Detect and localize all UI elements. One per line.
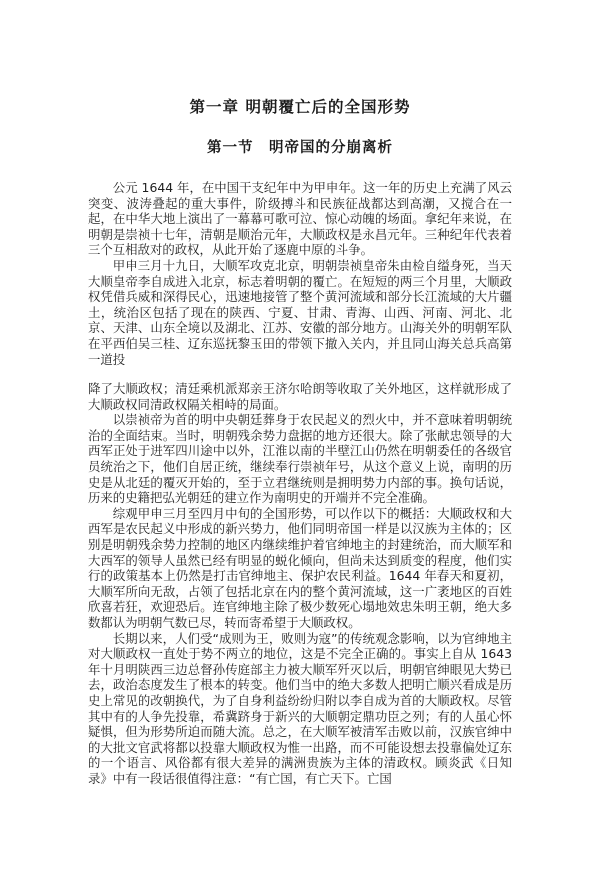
paragraph-2-part-a: 甲申三月十九日，大顺军攻克北京，明朝崇祯皇帝朱由检自缢身死，当天大顺皇帝李自成进入北京，标志着明朝的覆亡。在短短的两三个月里，大顺政权凭借兵威和深得民心，迅速地接管了整个黄河流域和部分长江流域的大片疆土，统治区包括了现在的陕西、宁夏、甘肃、青海、山西、河南、河北、北京、天津、山东全境以及湖北、江苏、安徽的部分地方。山海关外的明朝军队在平西伯吴三桂、辽东巡抚黎玉田的带领下撤入关内，并且同山海关总兵高第一道投 <box>88 257 512 367</box>
paragraph-gap <box>88 367 512 381</box>
chapter-title: 第一章 明朝覆亡后的全国形势 <box>189 98 411 116</box>
section-title: 第一节 明帝国的分崩离析 <box>207 140 393 157</box>
paragraph-3: 以崇祯帝为首的明中央朝廷葬身于农民起义的烈火中，并不意味着明朝统治的全面结束。当时，明朝残余势力盘据的地方还很大。除了张献忠领导的大西军正处于进军四川途中以外，江淮以南的半壁江山仍然在明朝委任的各级官员统治之下，他们自居正统，继续奉行崇祯年号，从这个意义上说，南明的历史是从北廷的覆灭开始的，至于立君继统则是拥明势力内部的事。换句话说，历来的史籍把弘光朝廷的建立作为南明史的开端并不完全准确。 <box>88 412 512 506</box>
paragraph-4: 综观甲申三月至四月中旬的全国形势，可以作以下的概括：大顺政权和大西军是农民起义中形成的新兴势力，他们同明帝国一样是以汉族为主体的；区别是明朝残余势力控制的地区内继续维护着官绅地主的封建统治，而大顺军和大西军的领导人虽然已经有明显的蜕化倾向，但尚未达到质变的程度，他们实行的政策基本上仍然是打击官绅地主、保护农民利益。1644 年春天和夏初，大顺军所向无敌，占领了包括北京在内的整个黄河流域，这一广袤地区的百姓欣喜若狂，欢迎恐后。连官绅地主除了极少数死心塌地效忠朱明王朝，绝大多数都认为明朝气数已尽，转而寄希望于大顺政权。 <box>88 505 512 631</box>
paragraph-5: 长期以来，人们受“成则为王，败则为寇”的传统观念影响，以为官绅地主对大顺政权一直处于势不两立的地位，这是不完全正确的。事实上自从 1643 年十月明陕西三边总督孙传庭部主力被大顺军歼灭以后，明朝官绅眼见大势已去，政治态度发生了根本的转变。他们当中的绝大多数人把明亡顺兴看成是历史上常见的改朝换代，为了自身利益纷纷归附以李自成为首的大顺政权。尽管其中有的人争先投靠，希冀跻身于新兴的大顺朝定鼎功臣之列；有的人虽心怀疑惧，但为形势所迫而随大流。总之，在大顺军被清军击败以前，汉族官绅中的大批文官武将都以投靠大顺政权为惟一出路，而不可能设想去投靠偏处辽东的一个语言、风俗都有很大差异的满洲贵族为主体的清政权。顾炎武《日知录》中有一段话很值得注意：“有亡国，有亡天下。亡国 <box>88 630 512 786</box>
paragraph-2-part-b: 降了大顺政权；清廷乘机派郑亲王济尔哈朗等收取了关外地区，这样就形成了大顺政权同清政权隔关相峙的局面。 <box>88 381 512 412</box>
paragraph-1: 公元 1644 年，在中国干支纪年中为甲申年。这一年的历史上充满了风云突变、波涛叠起的重大事件，阶级搏斗和民族征战都达到高潮，又搅合在一起，在中华大地上演出了一幕幕可歌可泣、惊心动魄的场面。拿纪年来说，在明朝是崇祯十七年，清朝是顺治元年，大顺政权是永昌元年。三种纪年代表着三个互相敌对的政权，从此开始了逐鹿中原的斗争。 <box>88 179 512 258</box>
body-text <box>88 180 512 787</box>
